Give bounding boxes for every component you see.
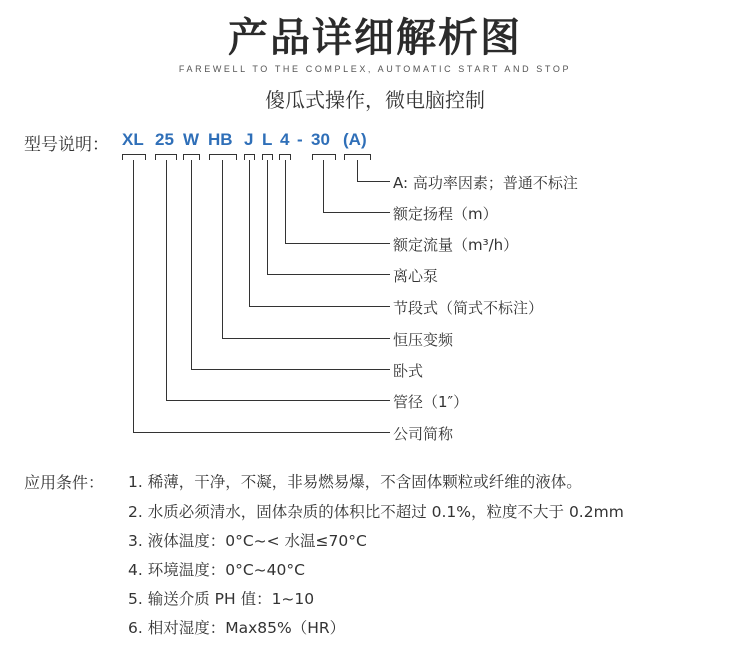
segment-4: 4 xyxy=(280,130,290,149)
english-subtitle: FAREWELL TO THE COMPLEX, AUTOMATIC START AND STOP xyxy=(178,64,572,74)
segment-25: 25 xyxy=(155,130,174,149)
segment-dash: - xyxy=(297,130,303,149)
bracket-xl xyxy=(123,155,146,161)
leader-xl xyxy=(134,160,391,433)
segment-xl: XL xyxy=(122,130,144,149)
segment-w: W xyxy=(183,130,200,149)
bracket-j xyxy=(245,155,255,161)
bracket-a xyxy=(345,155,371,161)
desc-rated-flow: 额定流量（m³/h） xyxy=(393,236,519,254)
page-title: 产品详细解析图 xyxy=(228,15,522,61)
bracket-30 xyxy=(313,155,336,161)
bracket-4 xyxy=(280,155,291,161)
segment-30: 30 xyxy=(311,130,330,149)
condition-item: 1. 稀薄，干净，不凝，非易燃易爆，不含固体颗粒或纤维的液体。 xyxy=(128,473,582,491)
leader-30 xyxy=(324,160,391,213)
condition-item: 2. 水质必须清水，固体杂质的体积比不超过 0.1%，粒度不大于 0.2mm xyxy=(128,503,624,521)
page-subtitle: 傻瓜式操作，微电脑控制 xyxy=(265,88,485,112)
condition-item: 6. 相对湿度：Max85%（HR） xyxy=(128,619,346,637)
leader-4 xyxy=(286,160,391,244)
desc-constant-pressure: 恒压变频 xyxy=(393,331,454,349)
segment-hb: HB xyxy=(208,130,233,149)
condition-item: 3. 液体温度：0°C~< 水温≤70°C xyxy=(128,532,367,550)
bracket-25 xyxy=(156,155,177,161)
bracket-l xyxy=(263,155,273,161)
model-label: 型号说明： xyxy=(24,135,109,155)
bracket-w xyxy=(184,155,200,161)
leader-25 xyxy=(167,160,391,401)
conditions-label: 应用条件： xyxy=(24,473,105,492)
desc-multistage: 节段式（简式不标注） xyxy=(393,299,544,317)
desc-company-abbr: 公司简称 xyxy=(393,425,454,443)
segment-a: (A) xyxy=(343,130,367,149)
leader-a xyxy=(358,160,391,182)
segment-l: L xyxy=(262,130,273,149)
segment-j: J xyxy=(244,130,254,149)
desc-centrifugal-pump: 离心泵 xyxy=(393,267,439,285)
desc-horizontal: 卧式 xyxy=(393,362,424,380)
desc-high-power-factor: A: 高功率因素；普通不标注 xyxy=(393,174,578,192)
condition-item: 4. 环境温度：0°C~40°C xyxy=(128,561,305,579)
leader-hb xyxy=(223,160,391,339)
desc-pipe-diameter: 管径（1″） xyxy=(393,393,469,411)
bracket-hb xyxy=(210,155,237,161)
condition-item: 5. 输送介质 PH 值：1~10 xyxy=(128,590,315,608)
desc-rated-head: 额定扬程（m） xyxy=(393,205,498,223)
